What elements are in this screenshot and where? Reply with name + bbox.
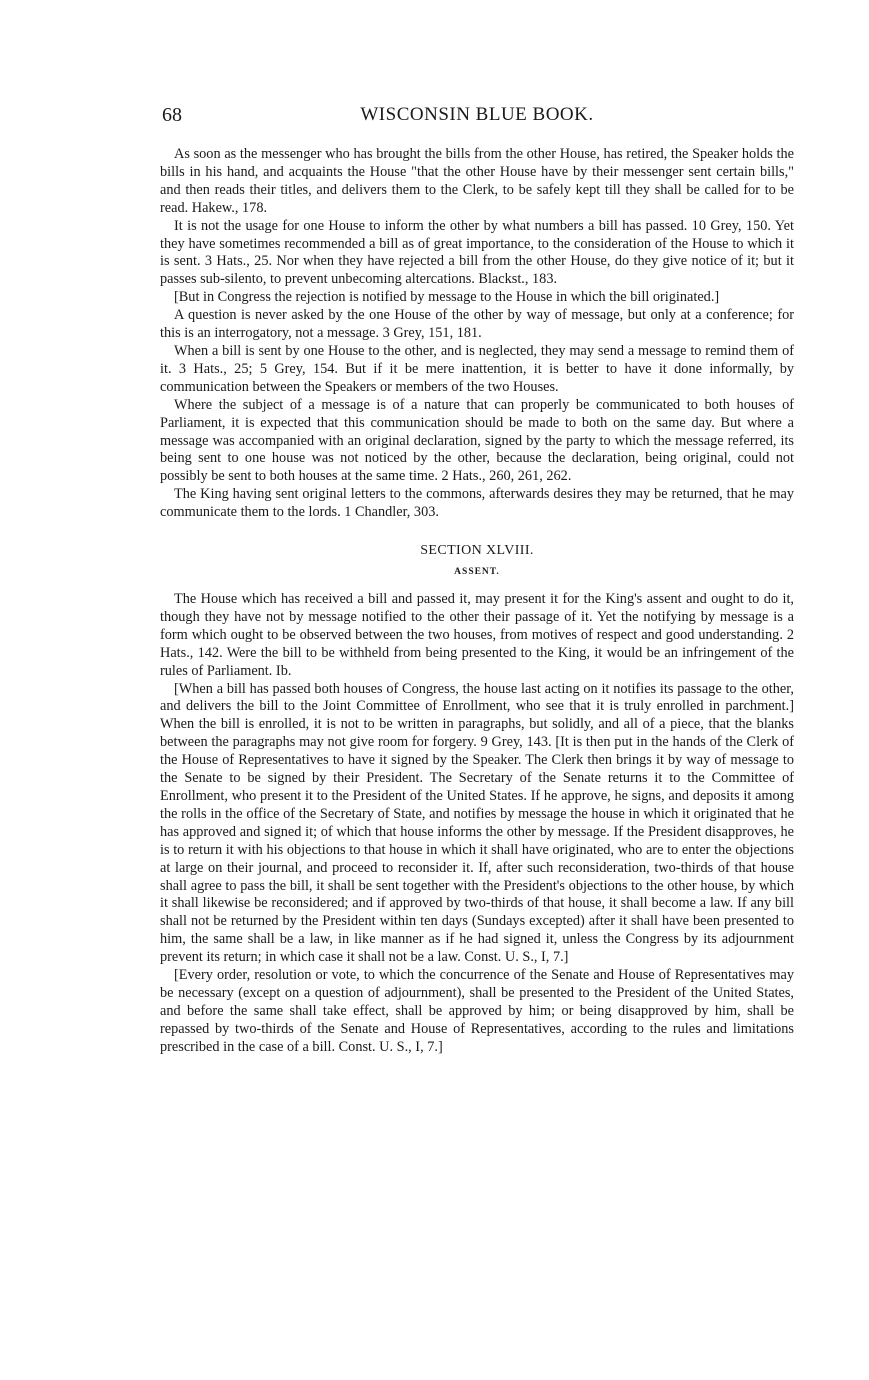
text-block-after xyxy=(160,591,794,1057)
paragraph: When a bill is sent by one House to the other, and is neglected, they may send a message to remind them of it. 3 Hats., 25; 5 Grey, 154. But if it be mere inattention, it is better to have it done informally, by communication between the Speakers or members of the two Houses. xyxy=(160,342,794,395)
page-number: 68 xyxy=(162,104,182,126)
section-subheading: ASSENT. xyxy=(454,567,500,578)
paragraph: [When a bill has passed both houses of Congress, the house last acting on it notifies its passage to the other, and delivers the bill to the Joint Committee of Enrollment, who see that it is truly enrolled in parchment.] When the bill is enrolled, it is not to be written in paragraphs, but solidly, and all of a piece, that the blanks between the paragraphs may not give room for forgery. 9 Grey, 143. [It is then put in the hands of the Clerk of the House of Representatives to have it signed by the Speaker. The Clerk then brings it by way of message to the Senate to be signed by their President. The Secretary of the Senate returns it to the Committee of Enrollment, who present it to the President of the United States. If he approve, he signs, and deposits it among the rolls in the office of the Secretary of State, and notifies by message the house in which it originated that he has approved and signed it; of which that house informs the other by message. If the President disapproves, he is to return it with his objections to that house in which it shall have originated, who are to enter the objections at large on their journal, and proceed to reconsider it. If, after such reconsideration, two-thirds of that house shall agree to pass the bill, it shall be sent together with the President's objections to the other house, by which it shall likewise be reconsidered; and if approved by two-thirds of that house, it shall become a law. If any bill shall not be returned by the President within ten days (Sundays excepted) after it shall have been presented to him, the same shall be a law, in like manner as if he had signed it, unless the Congress by its adjournment prevent its return; in which case it shall not be a law. Const. U. S., I, 7.] xyxy=(160,680,794,966)
paragraph: The House which has received a bill and passed it, may present it for the King's assent and ought to do it, though they have not by message notified to the other their passage of it. Yet the notifying by message is a form which ought to be observed between the two houses, from motives of respect and good understanding. 2 Hats., 142. Were the bill to be withheld from being presented to the King, it would be an infringement of the rules of Parliament. Ib. xyxy=(160,591,794,679)
paragraph: The King having sent original letters to the commons, afterwards desires they may be returned, that he may communicate them to the lords. 1 Chandler, 303. xyxy=(160,486,794,521)
paragraph: [Every order, resolution or vote, to which the concurrence of the Senate and House of Representatives may be necessary (except on a question of adjournment), shall be presented to the President of the United States, and before the same shall take effect, shall be approved by him; or being disapproved by him, shall be repassed by two-thirds of the Senate and House of Representatives, according to the rules and limitations prescribed in the case of a bill. Const. U. S., I, 7.] xyxy=(160,967,794,1055)
running-head xyxy=(160,104,794,134)
paragraph: As soon as the messenger who has brought the bills from the other House, has retired, the Speaker holds the bills in his hand, and acquaints the House "that the other House have by their messenger sent certain bills," and then reads their titles, and delivers them to the Clerk, to be safely kept till they shall be called for to be read. Hakew., 178. xyxy=(160,146,794,216)
paragraph: It is not the usage for one House to inform the other by what numbers a bill has passed. 10 Grey, 150. Yet they have sometimes recommended a bill as of great importance, to the consideration of the House to which it is sent. 3 Hats., 25. Nor when they have rejected a bill from the other House, do they give notice of it; but it passes sub-silento, to prevent unbecoming altercations. Blackst., 183. xyxy=(160,217,794,288)
paragraph: [But in Congress the rejection is notified by message to the House in which the bill originated.] xyxy=(174,289,720,306)
text-block-before xyxy=(160,146,794,522)
book-title: WISCONSIN BLUE BOOK. xyxy=(360,104,594,125)
paragraph: Where the subject of a message is of a nature that can properly be communicated to both houses of Parliament, it is expected that this communication should be made to both on the same day. But where a message was accompanied with an original declaration, signed by the party to which the message referred, its being sent to one house was not noticed by the other, because the declaration, being original, could not possibly be sent to both houses at the same time. 2 Hats., 260, 261, 262. xyxy=(160,396,794,485)
paragraph: A question is never asked by the one House of the other by way of message, but only at a conference; for this is an interrogatory, not a message. 3 Grey, 151, 181. xyxy=(160,307,794,342)
section-heading: SECTION XLVIII. xyxy=(420,543,534,559)
book-page xyxy=(160,104,794,1057)
